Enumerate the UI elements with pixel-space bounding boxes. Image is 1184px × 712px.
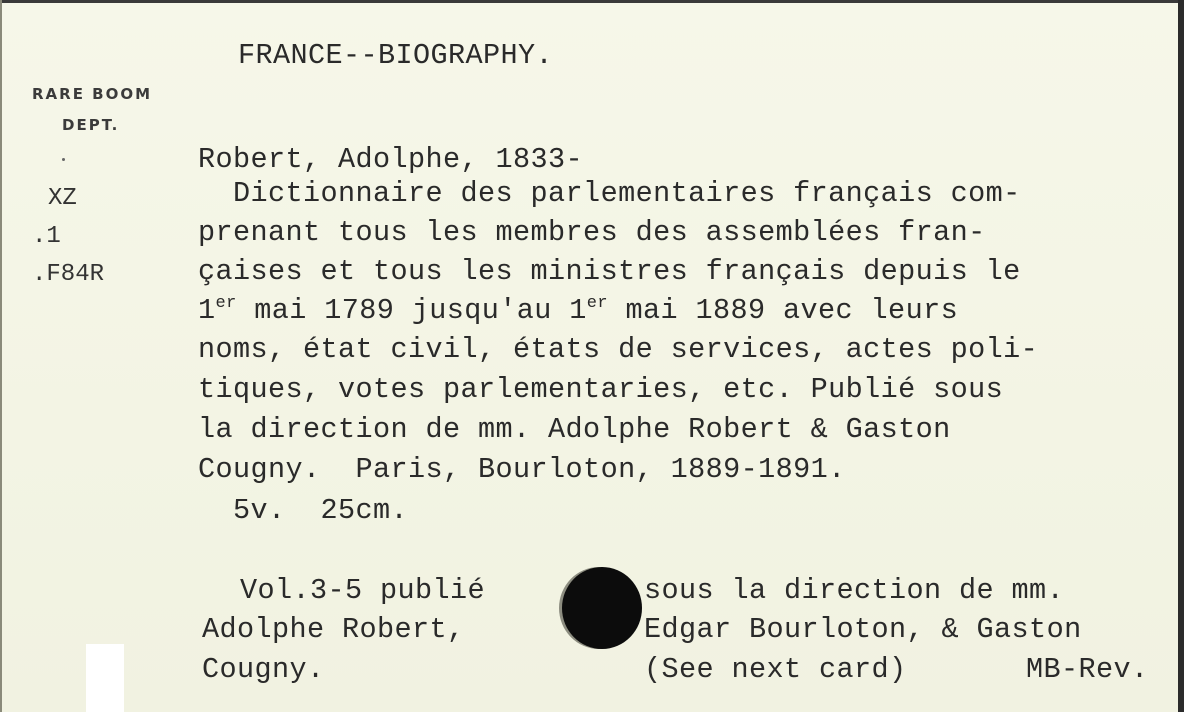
note-left-line-2: Adolphe Robert, xyxy=(202,613,465,646)
title-line-7: la direction de mm. Adolphe Robert & Gaston xyxy=(198,413,951,446)
collation-line: 5v. 25cm. xyxy=(198,494,409,527)
punch-hole xyxy=(562,567,642,649)
see-next-card: (See next card) xyxy=(644,653,907,686)
title-line-4-part-b: mai 1789 jusqu'au 1 xyxy=(236,294,587,327)
subject-heading: FRANCE--BIOGRAPHY. xyxy=(238,39,554,72)
note-left-line-3: Cougny. xyxy=(202,653,325,686)
ink-dot xyxy=(62,158,65,161)
author-heading: Robert, Adolphe, 1833- xyxy=(198,143,584,176)
card-damage xyxy=(86,644,124,712)
note-right-line-1: sous la direction de mm. xyxy=(644,574,1065,607)
rare-book-stamp-line2: DEPT. xyxy=(62,116,120,134)
call-number-line2: .1 xyxy=(32,223,61,250)
title-line-5: noms, état civil, états de services, actes poli- xyxy=(198,333,1039,366)
title-line-3: çaises et tous les ministres français depuis le xyxy=(198,255,1021,288)
call-number-line1: XZ xyxy=(48,185,77,212)
title-line-4-part-c: mai 1889 avec leurs xyxy=(608,294,959,327)
note-right-line-2: Edgar Bourloton, & Gaston xyxy=(644,613,1082,646)
reviser-initials: MB-Rev. xyxy=(1026,653,1149,686)
call-number-line3: .F84R xyxy=(32,261,105,288)
title-line-4-part-a: 1 xyxy=(198,294,216,327)
card-top-edge xyxy=(0,0,1178,3)
rare-book-stamp-line1: RARE BOOM xyxy=(32,85,153,103)
title-line-2: prenant tous les membres des assemblées fran- xyxy=(198,216,986,249)
title-line-1: Dictionnaire des parlementaires français com- xyxy=(198,177,1021,210)
card-left-edge xyxy=(0,0,2,712)
title-line-4 xyxy=(198,294,959,327)
imprint-line: Cougny. Paris, Bourloton, 1889-1891. xyxy=(198,453,846,486)
ordinal-superscript-1: er xyxy=(215,294,237,313)
ordinal-superscript-2: er xyxy=(586,294,609,313)
title-line-6: tiques, votes parlementaries, etc. Publié sous xyxy=(198,373,1004,406)
note-left-line-1: Vol.3-5 publié xyxy=(240,574,486,607)
